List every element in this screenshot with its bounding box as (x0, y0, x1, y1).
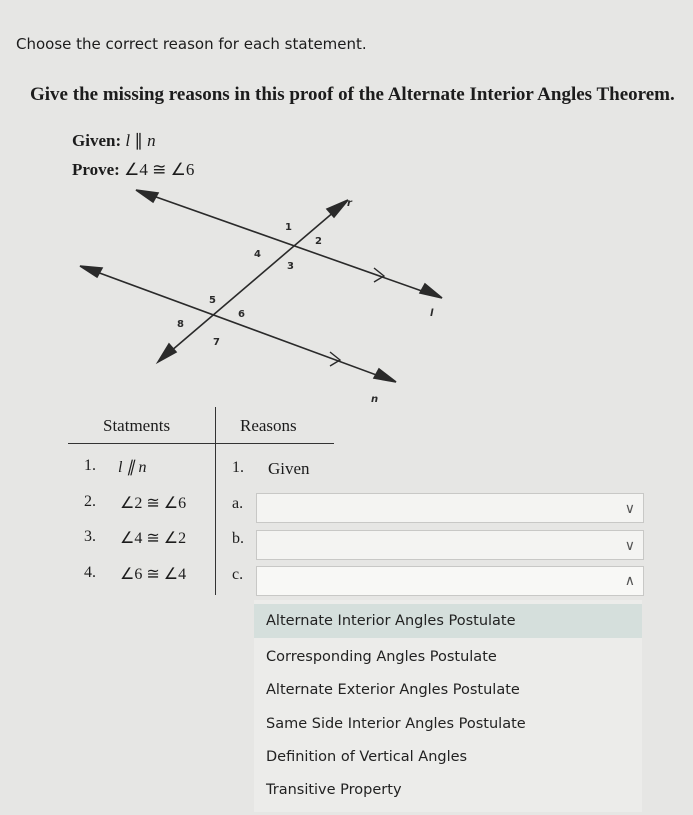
angle-2: 2 (315, 236, 322, 247)
given-var-l: l (125, 131, 131, 150)
row-2-statement: ∠2 ≅ ∠6 (120, 495, 187, 512)
chevron-down-icon: ∨ (624, 538, 635, 554)
reason-c-dropdown[interactable] (256, 566, 644, 596)
label-n: n (371, 394, 379, 405)
given-var-n: n (147, 131, 156, 150)
chevron-up-icon: ∧ (624, 573, 635, 589)
angle-3: 3 (287, 261, 294, 272)
prove-line (72, 160, 194, 180)
row-2-reason-letter: a. (232, 495, 244, 512)
reason-c-options-list (254, 600, 642, 812)
angle-4: 4 (254, 249, 261, 260)
row-3-reason-letter: b. (232, 530, 244, 547)
row-3-statement: ∠4 ≅ ∠2 (120, 530, 187, 547)
line-l-left-arrow (136, 190, 158, 202)
option-alternate-exterior[interactable]: Alternate Exterior Angles Postulate (266, 682, 520, 698)
row-3-number: 3. (84, 528, 96, 545)
option-corresponding[interactable]: Corresponding Angles Postulate (266, 649, 497, 665)
line-n-right-arrow (374, 369, 396, 382)
transversal-r (164, 205, 342, 357)
option-same-side-interior[interactable]: Same Side Interior Angles Postulate (266, 716, 526, 732)
row-4-reason-letter: c. (232, 566, 244, 583)
reason-b-dropdown[interactable] (256, 530, 644, 560)
parallel-lines-diagram (0, 180, 693, 410)
line-l (142, 192, 436, 296)
reason-a-dropdown[interactable] (256, 493, 644, 523)
line-n-left-arrow (80, 266, 102, 277)
row-4-statement: ∠6 ≅ ∠4 (120, 566, 187, 583)
line-l-right-arrow (420, 284, 442, 298)
option-vertical-angles[interactable]: Definition of Vertical Angles (266, 749, 468, 765)
angle-8: 8 (177, 319, 184, 330)
question-heading: Give the missing reasons in this proof of the Alternate Interior Angles Theorem. (30, 84, 675, 105)
row-1-number: 1. (84, 457, 96, 474)
angle-7: 7 (213, 337, 220, 348)
row-2-number: 2. (84, 493, 96, 510)
angle-5: 5 (209, 295, 216, 306)
given-label: Given: (72, 131, 122, 150)
option-transitive[interactable]: Transitive Property (266, 782, 402, 798)
line-n (86, 268, 390, 380)
label-l: l (430, 308, 434, 319)
statements-header: Statments (103, 416, 171, 435)
label-r: r (347, 198, 352, 209)
given-line (72, 131, 156, 151)
table-column-divider (215, 407, 216, 595)
row-1-statement: l ∥ n (118, 459, 147, 476)
row-4-number: 4. (84, 564, 96, 581)
chevron-down-icon: ∨ (624, 501, 635, 517)
reasons-header: Reasons (240, 416, 297, 435)
transversal-bottom-arrow (158, 344, 176, 362)
instruction-text: Choose the correct reason for each statement. (16, 35, 367, 53)
angle-6: 6 (238, 309, 245, 320)
parallel-symbol: ∥ (134, 131, 143, 150)
option-alternate-interior[interactable]: Alternate Interior Angles Postulate (254, 604, 642, 638)
table-header-divider (68, 443, 334, 444)
prove-label: Prove: (72, 160, 120, 179)
angle-1: 1 (285, 222, 292, 233)
row-1-reason-number: 1. (232, 459, 244, 476)
row-1-reason: Given (268, 459, 310, 478)
prove-expression: ∠4 ≅ ∠6 (124, 160, 195, 179)
